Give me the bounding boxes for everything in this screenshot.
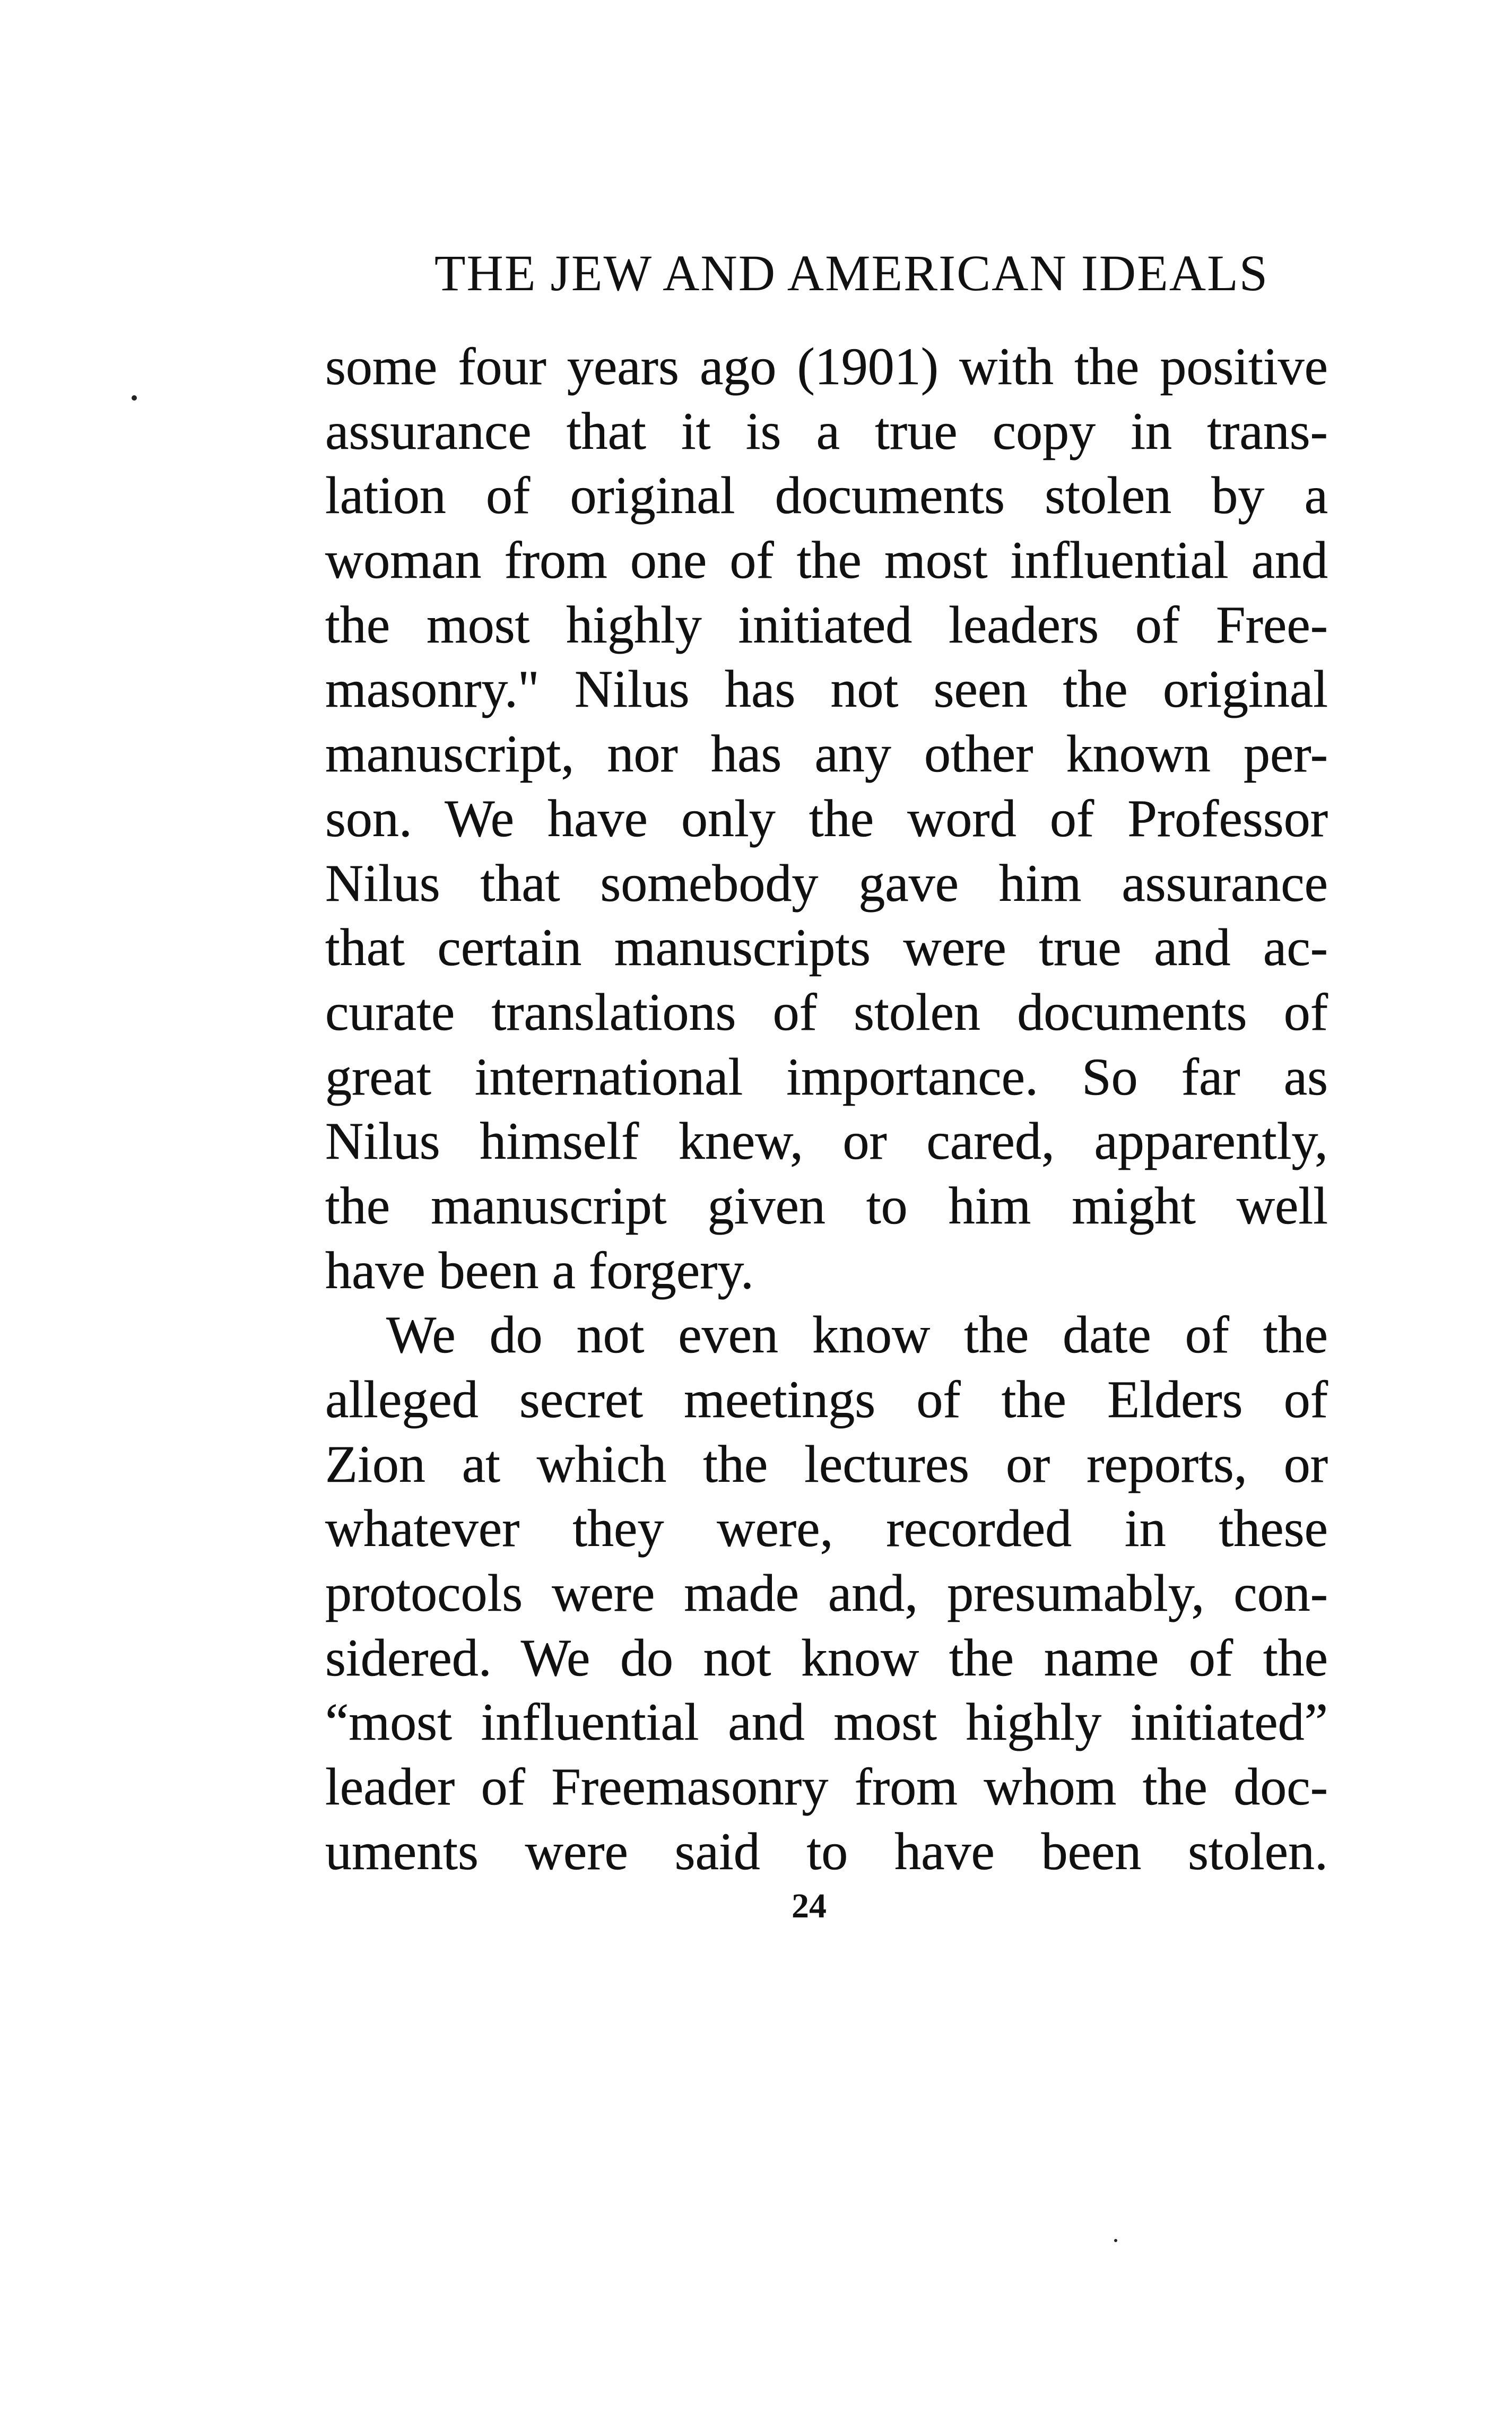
text-line: We do not even know the date of the [386, 1305, 1328, 1365]
text-line: uments were said to have been stolen. [325, 1821, 1328, 1881]
scan-speck [132, 395, 137, 401]
text-line: Nilus that somebody gave him assurance [325, 853, 1328, 913]
text-line: Nilus himself knew, or cared, apparently, [325, 1112, 1328, 1171]
text-line: protocols were made and, presumably, con- [325, 1564, 1328, 1623]
text-line: Zion at which the lectures or reports, or [325, 1434, 1328, 1493]
text-line: great international importance. So far as [325, 1047, 1328, 1106]
text-line: that certain manuscripts were true and ac- [325, 918, 1328, 977]
text-line: woman from one of the most influential and [325, 531, 1328, 590]
text-line: sidered. We do not know the name of the [325, 1628, 1328, 1687]
text-line: son. We have only the word of Professor [325, 788, 1328, 848]
page-number: 24 [792, 1887, 827, 1925]
text-line: “most influential and most highly initiated” [325, 1692, 1328, 1752]
text-line: the manuscript given to him might well [325, 1176, 1328, 1235]
text-line: assurance that it is a true copy in trans- [325, 401, 1328, 461]
text-line: the most highly initiated leaders of Free- [325, 595, 1328, 654]
scan-speck [1114, 2239, 1117, 2242]
running-header: THE JEW AND AMERICAN IDEALS [434, 245, 1269, 301]
text-line: leader of Freemasonry from whom the doc- [325, 1757, 1328, 1817]
text-line: manuscript, nor has any other known per- [325, 724, 1328, 784]
text-line: alleged secret meetings of the Elders of [325, 1370, 1328, 1429]
text-line: whatever they were, recorded in these [325, 1499, 1328, 1558]
text-line: curate translations of stolen documents of [325, 982, 1328, 1041]
text-line: masonry." Nilus has not seen the original [325, 659, 1328, 719]
text-line: have been a forgery. [325, 1240, 754, 1300]
text-line: lation of original documents stolen by a [325, 466, 1328, 525]
text-line: some four years ago (1901) with the positive [325, 337, 1328, 396]
body-text [325, 334, 1328, 1884]
